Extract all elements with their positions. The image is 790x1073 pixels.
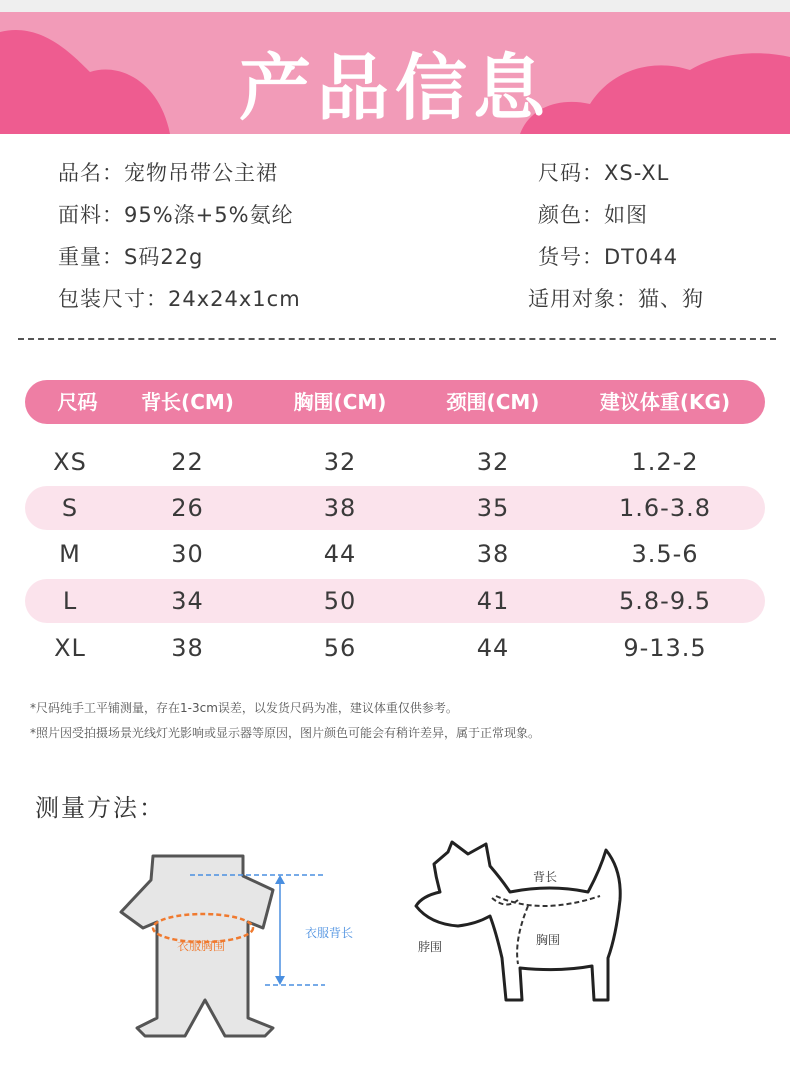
table-row: [25, 579, 765, 623]
info-material: [58, 199, 294, 229]
cell-size: M: [59, 540, 81, 568]
info-color-value: 如图: [604, 203, 648, 227]
info-package-value: 24x24x1cm: [168, 287, 301, 311]
info-item-no-label: 货号：: [538, 245, 604, 269]
info-weight-label: 重量：: [58, 245, 124, 269]
dashed-divider: [18, 338, 776, 340]
table-row: [25, 486, 765, 530]
cell-chest: 44: [323, 540, 357, 568]
th-size: 尺码: [57, 390, 98, 414]
info-name-label: 品名：: [58, 161, 124, 185]
info-target: [528, 283, 704, 313]
th-neck: 颈围(CM): [446, 390, 540, 414]
cell-neck: 44: [476, 634, 510, 662]
garment-chest-label: 衣服胸围: [177, 939, 226, 953]
cell-back-length: 26: [171, 494, 204, 522]
cell-neck: 41: [476, 587, 510, 615]
cell-back-length: 34: [171, 587, 204, 615]
dog-back-label: 背长: [533, 870, 558, 884]
cell-weight: 1.2-2: [631, 448, 699, 476]
cell-size: XL: [54, 634, 86, 662]
info-target-value: 猫、狗: [638, 287, 704, 311]
garment-diagram: [115, 850, 375, 1040]
cell-chest: 50: [323, 587, 357, 615]
cell-weight: 1.6-3.8: [619, 494, 711, 522]
dog-diagram: [410, 840, 640, 1015]
info-package: [58, 283, 301, 313]
dog-neck-label: 脖围: [418, 940, 443, 954]
cell-size: S: [61, 494, 79, 522]
info-name: [58, 157, 278, 187]
cell-size: L: [62, 587, 78, 615]
info-target-label: 适用对象：: [528, 287, 638, 311]
info-package-label: 包装尺寸：: [58, 287, 168, 311]
cell-back-length: 38: [171, 634, 204, 662]
garment-length-label: 衣服背长: [305, 926, 354, 940]
cell-weight: 5.8-9.5: [619, 587, 711, 615]
cell-size: XS: [53, 448, 87, 476]
method-title: 测量方法：: [35, 794, 165, 822]
info-size: [538, 157, 669, 187]
size-table-header: [25, 380, 765, 424]
info-name-value: 宠物吊带公主裙: [124, 161, 278, 185]
info-item-no: [538, 241, 678, 271]
table-row: [25, 626, 765, 670]
cell-neck: 32: [476, 448, 510, 476]
note-color: *照片因受拍摄场景光线灯光影响或显示器等原因，图片颜色可能会有稍许差异，属于正常现象。: [30, 726, 541, 740]
cell-chest: 38: [323, 494, 357, 522]
header-banner: [0, 12, 790, 134]
info-material-label: 面料：: [58, 203, 124, 227]
th-chest: 胸围(CM): [293, 390, 387, 414]
dog-chest-label: 胸围: [536, 933, 561, 947]
info-size-value: XS-XL: [604, 161, 670, 185]
banner-title: 产品信息: [238, 46, 551, 130]
th-back-length: 背长(CM): [141, 390, 234, 414]
cell-back-length: 30: [171, 540, 204, 568]
info-color: [538, 199, 648, 229]
top-divider: [0, 0, 790, 12]
info-color-label: 颜色：: [538, 203, 604, 227]
info-weight-value: S码22g: [124, 245, 204, 269]
info-item-no-value: DT044: [604, 245, 679, 269]
cell-neck: 35: [476, 494, 510, 522]
info-weight: [58, 241, 203, 271]
cell-neck: 38: [476, 540, 510, 568]
note-measurement: *尺码纯手工平铺测量，存在1-3cm误差，以发货尺码为准，建议体重仅供参考。: [30, 701, 458, 715]
cell-weight: 9-13.5: [623, 634, 707, 662]
cell-back-length: 22: [171, 448, 204, 476]
th-weight: 建议体重(KG): [599, 390, 731, 414]
table-row: [25, 440, 765, 484]
info-size-label: 尺码：: [538, 161, 604, 185]
table-row: [25, 532, 765, 576]
cell-chest: 32: [323, 448, 357, 476]
cell-chest: 56: [323, 634, 357, 662]
cell-weight: 3.5-6: [631, 540, 699, 568]
info-material-value: 95%涤+5%氨纶: [124, 203, 294, 227]
